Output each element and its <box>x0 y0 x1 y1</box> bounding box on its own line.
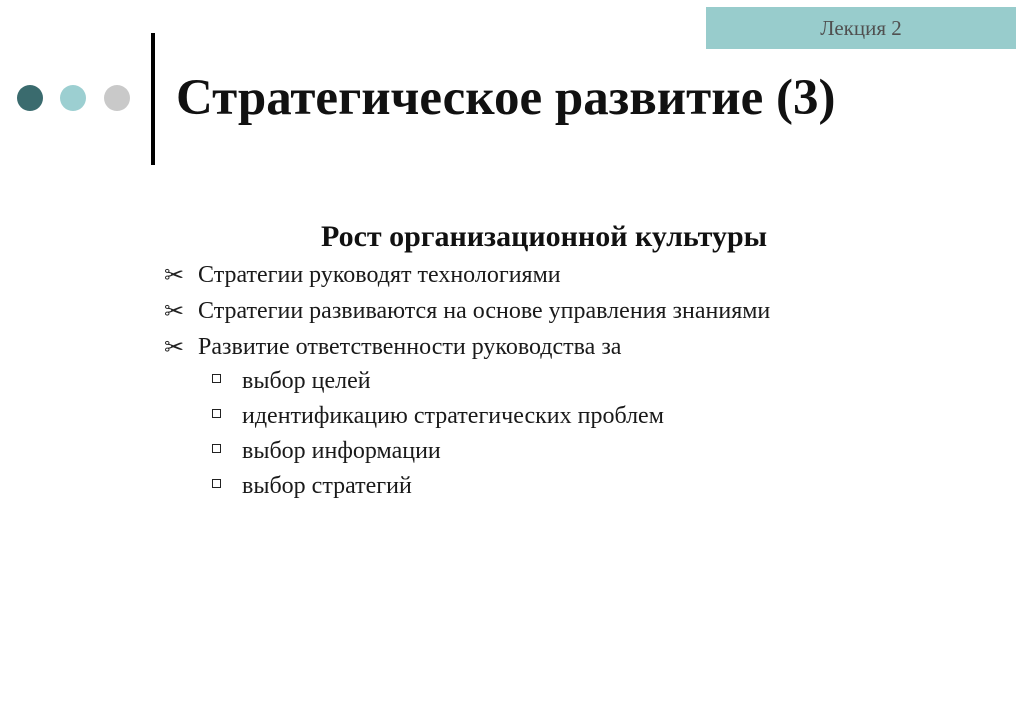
bullet-item <box>164 257 770 293</box>
square-bullet-icon <box>212 409 221 418</box>
sub-bullet-item <box>210 434 664 469</box>
slide-title: Стратегическое развитие (3) <box>176 70 836 126</box>
sub-bullet-list <box>210 364 664 504</box>
sub-bullet-text: выбор информации <box>242 438 441 464</box>
sub-bullet-item <box>210 469 664 504</box>
scissors-icon: ✂ <box>164 333 185 361</box>
sub-bullet-text: выбор целей <box>242 368 371 394</box>
sub-bullet-item <box>210 399 664 434</box>
decor-dot-gray <box>104 85 130 111</box>
decor-dot-light <box>60 85 86 111</box>
scissors-icon: ✂ <box>164 297 185 325</box>
bullet-text: Развитие ответственности руководства за <box>198 333 622 360</box>
square-bullet-icon <box>212 444 221 453</box>
bullet-item <box>164 293 770 329</box>
bullet-item <box>164 329 770 365</box>
lecture-label: Лекция 2 <box>820 15 902 40</box>
sub-bullet-item <box>210 364 664 399</box>
bullet-text: Стратегии руководят технологиями <box>198 261 561 288</box>
sub-bullet-text: идентификацию стратегических проблем <box>242 403 664 429</box>
square-bullet-icon <box>212 374 221 383</box>
bullet-list <box>164 257 770 365</box>
scissors-icon: ✂ <box>164 261 185 289</box>
square-bullet-icon <box>212 479 221 488</box>
decor-dot-dark <box>17 85 43 111</box>
sub-bullet-text: выбор стратегий <box>242 473 412 499</box>
slide-subheading: Рост организационной культуры <box>321 220 768 253</box>
bullet-text: Стратегии развиваются на основе управления знаниями <box>198 297 771 324</box>
lecture-tab <box>706 7 1016 49</box>
title-divider <box>151 33 155 165</box>
